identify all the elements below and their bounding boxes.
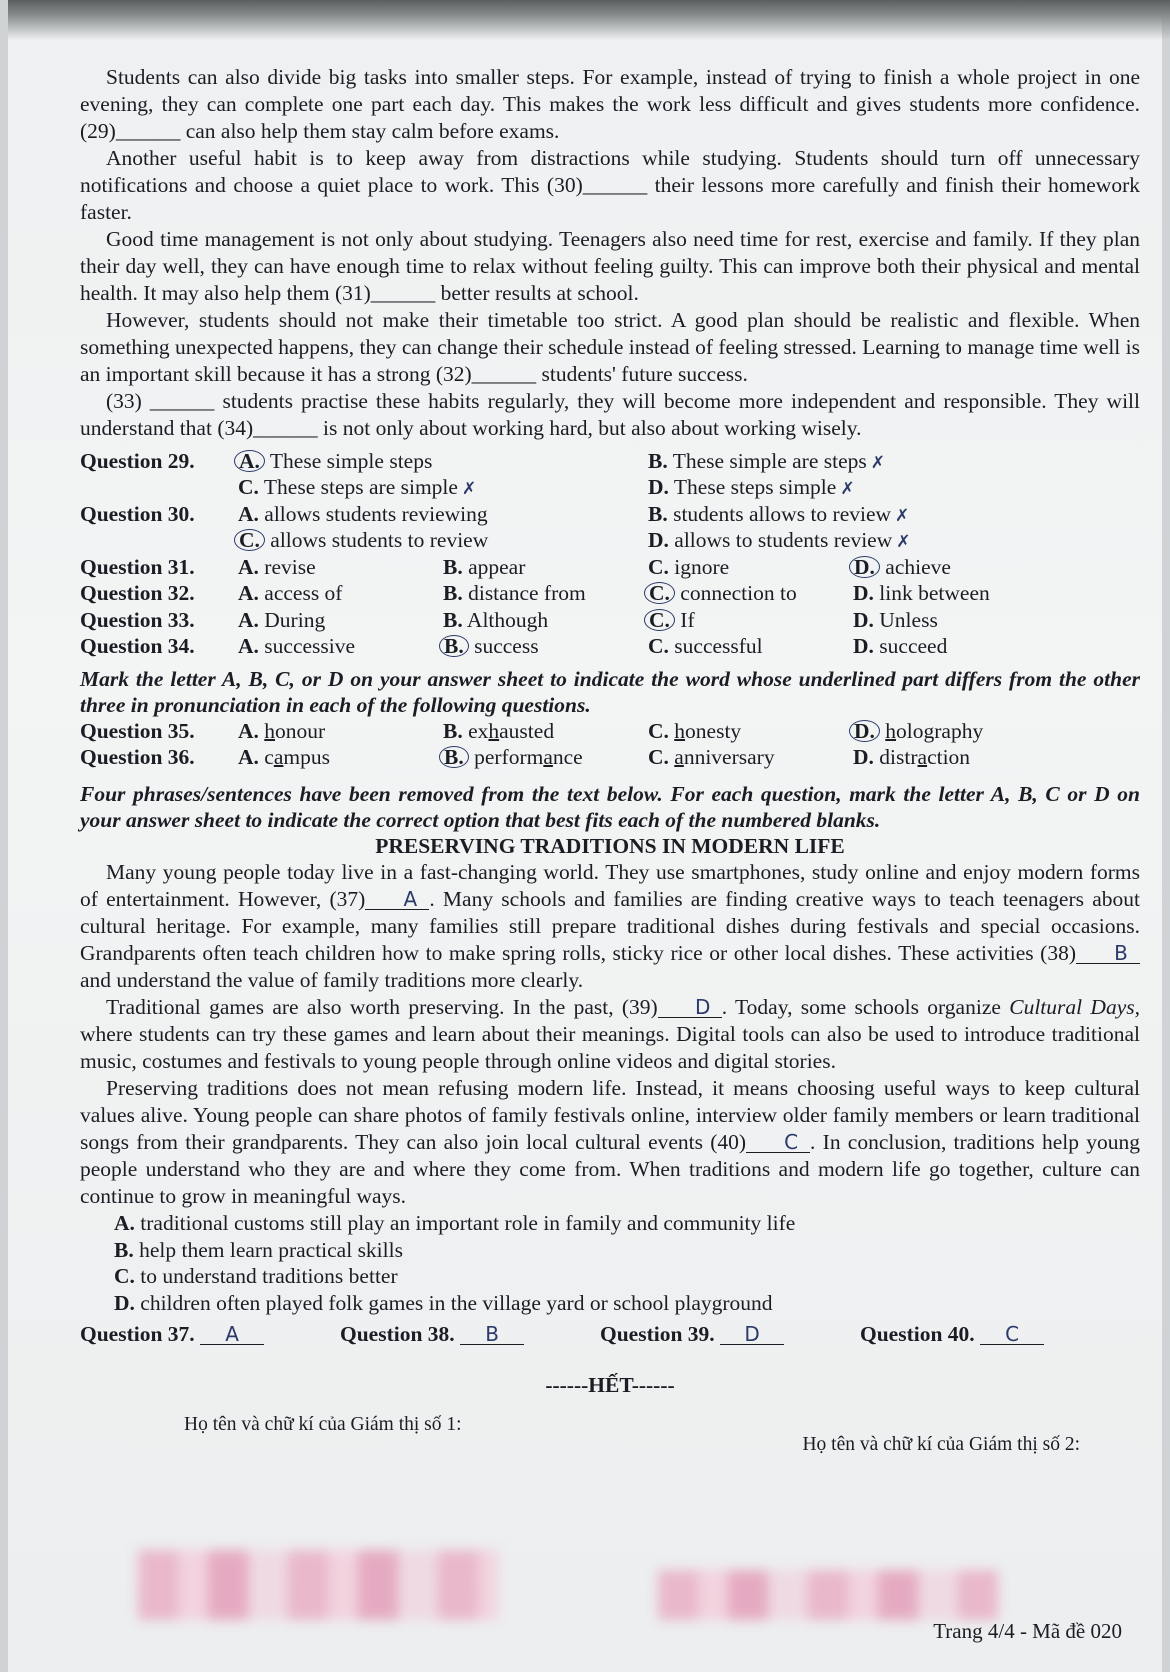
q32-option-c[interactable]: C. connection to	[648, 581, 853, 606]
option-b: B. help them learn practical skills	[114, 1237, 403, 1262]
q34-option-d[interactable]: D. succeed	[853, 634, 948, 659]
question-29: Question 29. A. These simple steps B. These simple are steps ✗	[80, 448, 886, 473]
q31-option-c[interactable]: C. ignore	[648, 554, 730, 579]
question-35: Question 35. A. honour B. exhausted C. honesty D. holography	[80, 718, 984, 743]
answer-39: Question 39. D	[600, 1322, 860, 1347]
gapfill-instruction: Four phrases/sentences have been removed from the text below. For each question, mark the letter A, B, C or D on your answer sheet to indicate the correct option that best fits each of the numbered blanks.	[80, 782, 1140, 832]
q30-option-b[interactable]: B. students allows to review ✗	[648, 501, 910, 526]
question-36: Question 36. A. campus B. performance C. anniversary D. distraction	[80, 745, 971, 770]
question-33: Question 33. A. During B. Although C. If D. Unless	[80, 607, 938, 632]
q30-option-a[interactable]: A. allows students reviewing	[238, 501, 488, 526]
q30-option-d[interactable]: D. allows to students review ✗	[648, 528, 911, 553]
passage2-title: PRESERVING TRADITIONS IN MODERN LIFE	[375, 834, 845, 858]
answer-blank-37[interactable]: A	[365, 889, 429, 910]
answer-blank-38[interactable]: B	[1076, 943, 1140, 964]
q31-option-b[interactable]: B. appear	[443, 554, 526, 579]
q32-option-b[interactable]: B. distance from	[443, 581, 586, 606]
option-c: C. to understand traditions better	[114, 1264, 398, 1288]
answer-37: Question 37. A	[80, 1322, 340, 1347]
cross-mark-icon: ✗	[840, 479, 855, 500]
q36-option-a[interactable]: A. campus	[238, 745, 330, 770]
proctor-2-label: Họ tên và chữ kí của Giám thị số 2:	[802, 1434, 1080, 1455]
signature-labels	[80, 1414, 1140, 1456]
passage1-para4: However, students should not make their timetable too strict. A good plan should be realistic and flexible. When something unexpected happens, they can change their schedule instead of feeling stressed. Learning to manage time well is an important skill because it has a strong (32)______ students' future success.	[80, 308, 1140, 386]
cross-mark-icon: ✗	[461, 479, 477, 500]
proctor-1-label: Họ tên và chữ kí của Giám thị số 1:	[184, 1414, 462, 1435]
q30-option-c[interactable]: C. allows students to review	[238, 528, 648, 553]
q29-option-c[interactable]: C. These steps are simple ✗	[238, 475, 477, 500]
q34-option-a[interactable]: A. successive	[238, 634, 356, 659]
q32-option-d[interactable]: D. link between	[853, 581, 990, 606]
cross-mark-icon: ✗	[895, 505, 910, 526]
option-d: D. children often played folk games in the village yard or school playground	[114, 1290, 773, 1315]
answer-line	[80, 1322, 1140, 1347]
answer-blank-40[interactable]: C	[746, 1132, 810, 1153]
q29-option-d[interactable]: D. These steps simple ✗	[648, 475, 855, 500]
passage2-para3: Preserving traditions does not mean refusing modern life. Instead, it means choosing useful ways to keep cultural values alive. Young people can share photos of family festivals online, interview older family members or learn traditional songs from their grandparents. They can also join local cultural events (40) C . In conclusion, traditions help young people understand who they are and where they come from. When traditions and modern life go together, culture can continue to grow in meaningful ways.	[80, 1076, 1140, 1208]
q36-option-c[interactable]: C. anniversary	[648, 745, 775, 770]
exam-page	[8, 0, 1162, 1672]
q34-option-b[interactable]: B. success	[443, 634, 648, 659]
q31-option-d[interactable]: D. achieve	[853, 555, 951, 580]
passage1-para3: Good time management is not only about studying. Teenagers also need time for rest, exercise and family. If they plan their day well, they can have enough time to relax without feeling guilty. This can improve both their physical and mental health. It may also help them (31)______ better results at school.	[80, 227, 1140, 305]
q33-option-b[interactable]: B. Although	[443, 607, 549, 632]
question-32: Question 32. A. access of B. distance from C. connection to D. link between	[80, 581, 990, 606]
pronunciation-instruction: Mark the letter A, B, C, or D on your answer sheet to indicate the word whose underlined part differs from the other three in pronunciation in each of the following questions.	[80, 667, 1140, 717]
q33-option-a[interactable]: A. During	[238, 607, 326, 632]
page-content	[80, 34, 1140, 1456]
q36-option-d[interactable]: D. distraction	[853, 745, 971, 770]
passage2-para2: Traditional games are also worth preserving. In the past, (39) D . Today, some schools organize Cultural Days, where students can try these games and learn about their meanings. Digital tools can also be used to introduce traditional music, costumes and festivals to young people through online videos and digital stories.	[80, 995, 1140, 1073]
q33-option-c[interactable]: C. If	[648, 608, 853, 633]
q35-option-c[interactable]: C. honesty	[648, 718, 742, 743]
q33-option-d[interactable]: D. Unless	[853, 607, 938, 632]
q31-option-a[interactable]: A. revise	[238, 554, 316, 579]
passage1-para5: (33) ______ students practise these habits regularly, they will become more independent and responsible. They will understand that (34)______ is not only about working hard, but also about working wisely.	[80, 389, 1140, 440]
question-31: Question 31. A. revise B. appear C. ignore D. achieve	[80, 554, 951, 579]
passage1-para1: Students can also divide big tasks into smaller steps. For example, instead of trying to finish a whole project in one evening, they can complete one part each day. This makes the work less difficult and gives students more confidence. (29)______ can also help them stay calm before exams.	[80, 65, 1140, 143]
end-marker: ------HẾT------	[545, 1373, 675, 1397]
cross-mark-icon: ✗	[896, 532, 911, 553]
q35-option-d[interactable]: D. holography	[853, 719, 983, 744]
q35-option-b[interactable]: B. exhausted	[443, 718, 555, 743]
question-grid-29-34	[80, 448, 1140, 660]
answer-38: Question 38. B	[340, 1322, 600, 1347]
question-34: Question 34. A. successive B. success C. successful D. succeed	[80, 634, 948, 659]
page-footer: Trang 4/4 - Mã đề 020	[933, 1619, 1122, 1643]
passage2-options	[114, 1210, 1140, 1316]
answer-blank-39[interactable]: D	[658, 997, 722, 1018]
redacted-signature-2	[658, 1570, 998, 1620]
passage1-para2: Another useful habit is to keep away from distractions while studying. Students should turn off unnecessary notifications and choose a quiet place to work. This (30)______ their lessons more carefully and finish their homework faster.	[80, 146, 1140, 224]
redacted-signature-1	[138, 1550, 498, 1620]
q29-option-b[interactable]: B. These simple are steps ✗	[648, 448, 886, 473]
question-grid-35-36	[80, 718, 1140, 771]
answer-40: Question 40. C	[860, 1322, 1120, 1347]
q35-option-a[interactable]: A. honour	[238, 718, 326, 743]
option-a: A. traditional customs still play an important role in family and community life	[114, 1211, 796, 1235]
q32-option-a[interactable]: A. access of	[238, 581, 343, 606]
q29-option-a[interactable]: A. These simple steps	[238, 449, 648, 474]
question-30: Question 30. A. allows students reviewing B. students allows to review ✗	[80, 501, 910, 526]
q36-option-b[interactable]: B. performance	[443, 745, 648, 770]
question-29-row2	[80, 475, 1140, 502]
q34-option-c[interactable]: C. successful	[648, 634, 763, 659]
question-30-row2	[80, 528, 1140, 555]
passage2-para1: Many young people today live in a fast-changing world. They use smartphones, study online and enjoy modern forms of entertainment. However, (37) A . Many schools and families are finding creative ways to teach teenagers about cultural heritage. For example, many families still prepare traditional dishes during festivals and special occasions. Grandparents often teach children how to make spring rolls, sticky rice or other local dishes. These activities (38) B and understand the value of family traditions more clearly.	[80, 860, 1140, 992]
cross-mark-icon: ✗	[870, 452, 886, 473]
